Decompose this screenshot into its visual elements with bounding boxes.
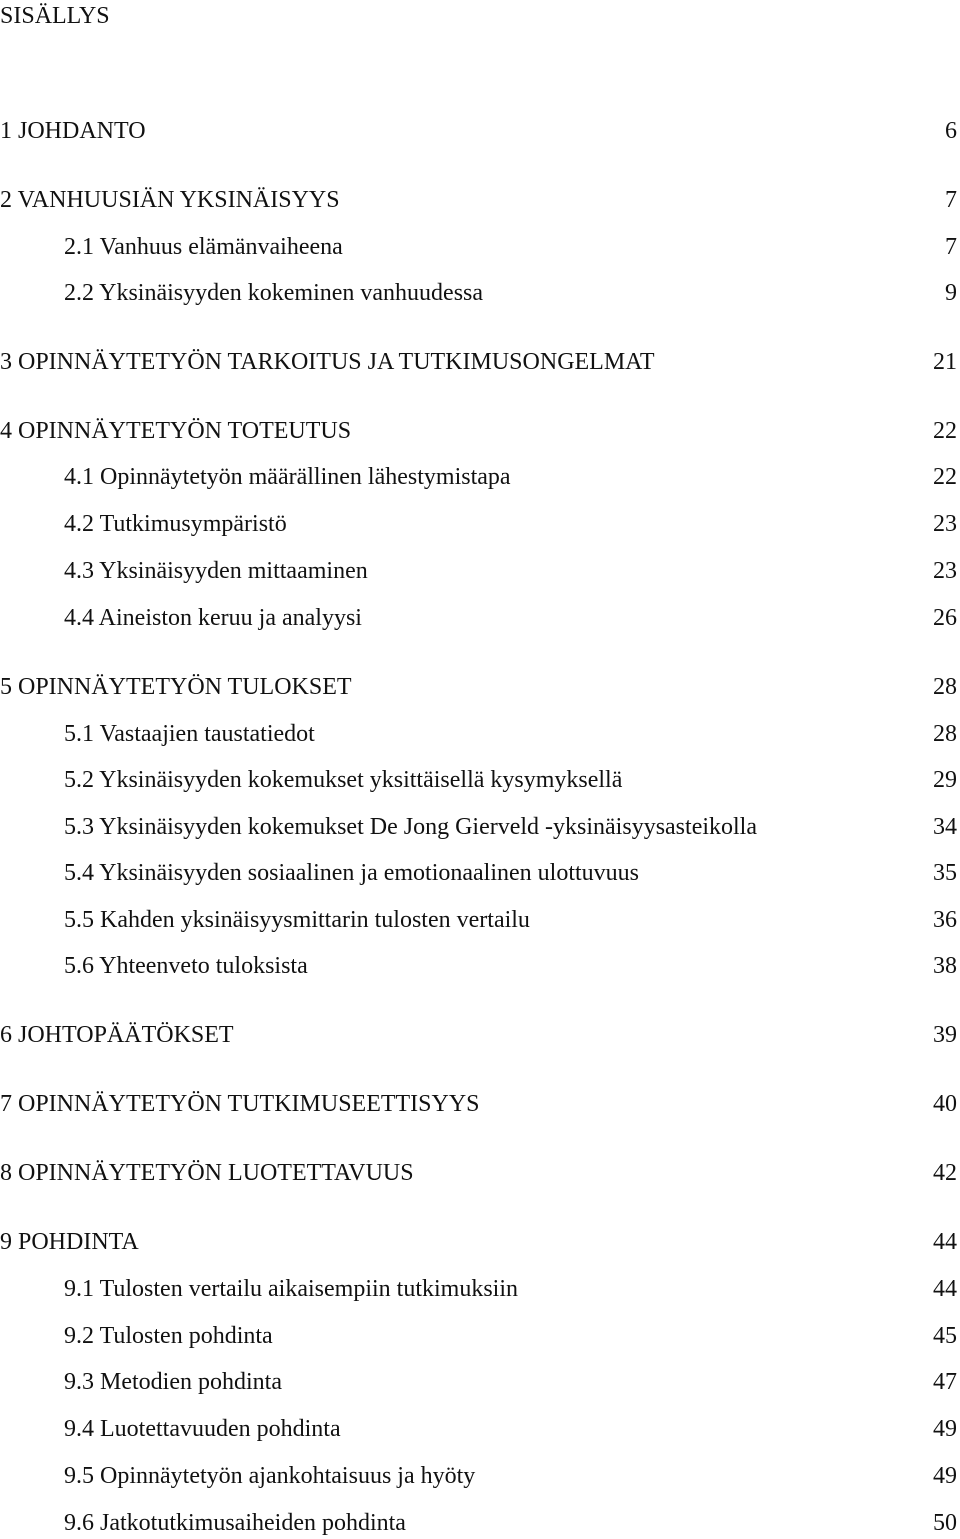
- toc-entry-page-number: 21: [933, 349, 957, 375]
- toc-section-entry: [0, 1274, 957, 1304]
- toc-section-entry: [0, 278, 957, 308]
- toc-chapter-entry: [0, 672, 957, 702]
- toc-section-entry: [0, 905, 957, 935]
- toc-entry-page-number: 49: [933, 1416, 957, 1442]
- toc-entry-title: 7 OPINNÄYTETYÖN TUTKIMUSEETTISYYS: [0, 1091, 480, 1117]
- toc-entry-page-number: 38: [933, 953, 957, 979]
- toc-entry-title: 4.4 Aineiston keruu ja analyysi: [64, 605, 362, 631]
- toc-entry-title: 2 VANHUUSIÄN YKSINÄISYYS: [0, 187, 340, 213]
- toc-entry-title: 9 POHDINTA: [0, 1229, 139, 1255]
- toc-section-entry: [0, 232, 957, 262]
- toc-chapter-entry: [0, 1158, 957, 1188]
- toc-chapter-entry: [0, 1020, 957, 1050]
- toc-section-entry: [0, 509, 957, 539]
- toc-section-entry: [0, 1414, 957, 1444]
- toc-entry-title: 1 JOHDANTO: [0, 118, 146, 144]
- toc-entry-page-number: 49: [933, 1463, 957, 1489]
- toc-entry-page-number: 44: [933, 1229, 957, 1255]
- toc-entry-title: 9.3 Metodien pohdinta: [64, 1369, 282, 1395]
- toc-section-entry: [0, 462, 957, 492]
- toc-chapter-entry: [0, 1089, 957, 1119]
- toc-entry-title: 6 JOHTOPÄÄTÖKSET: [0, 1022, 234, 1048]
- toc-entry-title: 9.2 Tulosten pohdinta: [64, 1323, 273, 1349]
- toc-entry-title: 5.6 Yhteenveto tuloksista: [64, 953, 308, 979]
- toc-entry-page-number: 40: [933, 1091, 957, 1117]
- toc-section-entry: [0, 1367, 957, 1397]
- toc-section-entry: [0, 951, 957, 981]
- toc-section-entry: [0, 1508, 957, 1538]
- toc-entry-page-number: 7: [945, 234, 957, 260]
- toc-entry-title: 9.4 Luotettavuuden pohdinta: [64, 1416, 341, 1442]
- toc-section-entry: [0, 858, 957, 888]
- toc-chapter-entry: [0, 185, 957, 215]
- toc-section-entry: [0, 556, 957, 586]
- toc-entry-page-number: 39: [933, 1022, 957, 1048]
- toc-entry-title: 4.1 Opinnäytetyön määrällinen lähestymistapa: [64, 464, 511, 490]
- toc-chapter-entry: [0, 347, 957, 377]
- toc-chapter-entry: [0, 1227, 957, 1257]
- toc-entry-page-number: 28: [933, 721, 957, 747]
- toc-chapter-entry: [0, 116, 957, 146]
- toc-entry-title: 4 OPINNÄYTETYÖN TOTEUTUS: [0, 418, 352, 444]
- toc-entry-page-number: 28: [933, 674, 957, 700]
- toc-entry-title: 9.5 Opinnäytetyön ajankohtaisuus ja hyöty: [64, 1463, 476, 1489]
- toc-section-entry: [0, 812, 957, 842]
- toc-entry-title: 9.1 Tulosten vertailu aikaisempiin tutkimuksiin: [64, 1276, 518, 1302]
- toc-entry-page-number: 6: [945, 118, 957, 144]
- toc-entry-title: 5 OPINNÄYTETYÖN TULOKSET: [0, 674, 352, 700]
- toc-entry-page-number: 9: [945, 280, 957, 306]
- toc-entry-title: 5.4 Yksinäisyyden sosiaalinen ja emotionaalinen ulottuvuus: [64, 860, 640, 886]
- toc-entry-title: 5.1 Vastaajien taustatiedot: [64, 721, 315, 747]
- toc-entry-page-number: 47: [933, 1369, 957, 1395]
- toc-entry-page-number: 26: [933, 605, 957, 631]
- toc-entry-title: 2.2 Yksinäisyyden kokeminen vanhuudessa: [64, 280, 484, 306]
- toc-entry-page-number: 36: [933, 907, 957, 933]
- toc-entry-page-number: 50: [933, 1510, 957, 1536]
- toc-entry-title: 9.6 Jatkotutkimusaiheiden pohdinta: [64, 1510, 406, 1536]
- toc-heading: SISÄLLYS: [0, 3, 110, 29]
- toc-entry-page-number: 23: [933, 558, 957, 584]
- toc-entry-title: 5.3 Yksinäisyyden kokemukset De Jong Gierveld -yksinäisyysasteikolla: [64, 814, 757, 840]
- toc-entry-title: 5.5 Kahden yksinäisyysmittarin tulosten vertailu: [64, 907, 530, 933]
- toc-section-entry: [0, 765, 957, 795]
- toc-entry-page-number: 23: [933, 511, 957, 537]
- toc-entry-page-number: 44: [933, 1276, 957, 1302]
- toc-entry-title: 5.2 Yksinäisyyden kokemukset yksittäisellä kysymyksellä: [64, 767, 623, 793]
- toc-section-entry: [0, 719, 957, 749]
- toc-entry-page-number: 7: [945, 187, 957, 213]
- toc-entry-title: 2.1 Vanhuus elämänvaiheena: [64, 234, 343, 260]
- toc-section-entry: [0, 1321, 957, 1351]
- toc-entry-page-number: 42: [933, 1160, 957, 1186]
- toc-entry-page-number: 22: [933, 418, 957, 444]
- toc-entry-title: 3 OPINNÄYTETYÖN TARKOITUS JA TUTKIMUSONGELMAT: [0, 349, 655, 375]
- toc-entry-page-number: 45: [933, 1323, 957, 1349]
- toc-entry-title: 8 OPINNÄYTETYÖN LUOTETTAVUUS: [0, 1160, 414, 1186]
- toc-entry-page-number: 22: [933, 464, 957, 490]
- toc-section-entry: [0, 603, 957, 633]
- toc-section-entry: [0, 1461, 957, 1491]
- toc-entry-page-number: 35: [933, 860, 957, 886]
- toc-entry-page-number: 29: [933, 767, 957, 793]
- toc-entry-page-number: 34: [933, 814, 957, 840]
- toc-entry-title: 4.2 Tutkimusympäristö: [64, 511, 287, 537]
- toc-entry-title: 4.3 Yksinäisyyden mittaaminen: [64, 558, 368, 584]
- toc-chapter-entry: [0, 416, 957, 446]
